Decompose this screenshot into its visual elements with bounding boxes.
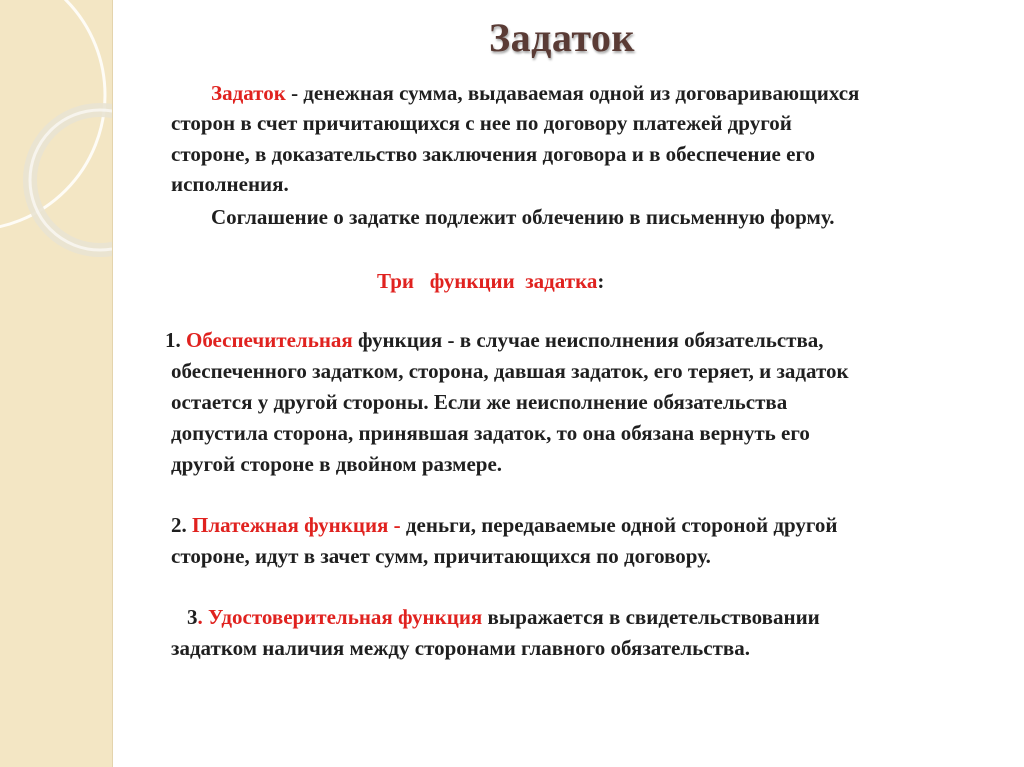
function1-name: Обеспечительная — [186, 328, 353, 352]
function1-line-1 — [165, 325, 824, 355]
agreement-text: Соглашение о задатке подлежит облечению в письменную форму. — [211, 205, 835, 229]
definition-line-4: исполнения. — [171, 172, 289, 196]
functions-heading-label: Три функции задатка — [377, 269, 598, 293]
function1-line-5: другой стороне в двойном размере. — [171, 452, 503, 476]
function3-line-1 — [187, 602, 820, 632]
function2-text-1: деньги, передаваемые одной стороной другой — [400, 513, 838, 537]
function2-name: Платежная функция - — [192, 513, 401, 537]
function2-line-2: стороне, идут в зачет сумм, причитающихся по договору. — [171, 544, 711, 568]
definition-line-3: стороне, в доказательство заключения договора и в обеспечение его — [171, 142, 815, 166]
functions-heading — [377, 266, 604, 296]
definition-text-1: - денежная сумма, выдаваемая одной из договаривающихся — [285, 81, 860, 105]
function3-number: 3 — [187, 605, 198, 629]
function3-dot: . — [197, 605, 203, 629]
decorative-rings-icon — [0, 0, 112, 767]
function2-number: 2. — [171, 513, 187, 537]
functions-heading-colon: : — [597, 269, 605, 293]
function1-text-1: функция - в случае неисполнения обязательства, — [352, 328, 824, 352]
page-title: Задаток — [489, 15, 635, 60]
function1-line-3: остается у другой стороны. Если же неисполнение обязательства — [171, 390, 788, 414]
function1-line-4: допустила сторона, принявшая задаток, то она обязана вернуть его — [171, 421, 810, 445]
function3-name: Удостоверительная функция — [208, 605, 483, 629]
function1-number: 1. — [165, 328, 181, 352]
function3-text-1: выражается в свидетельствовании — [482, 605, 820, 629]
decorative-sidebar — [0, 0, 113, 767]
definition-term: Задаток — [211, 81, 286, 105]
function3-line-2: задатком наличия между сторонами главного обязательства. — [171, 636, 750, 660]
function2-line-1 — [171, 510, 838, 540]
definition-line-1 — [211, 78, 859, 108]
definition-line-2: сторон в счет причитающихся с нее по договору платежей другой — [171, 111, 792, 135]
function1-line-2: обеспеченного задатком, сторона, давшая задаток, его теряет, и задаток — [171, 359, 849, 383]
